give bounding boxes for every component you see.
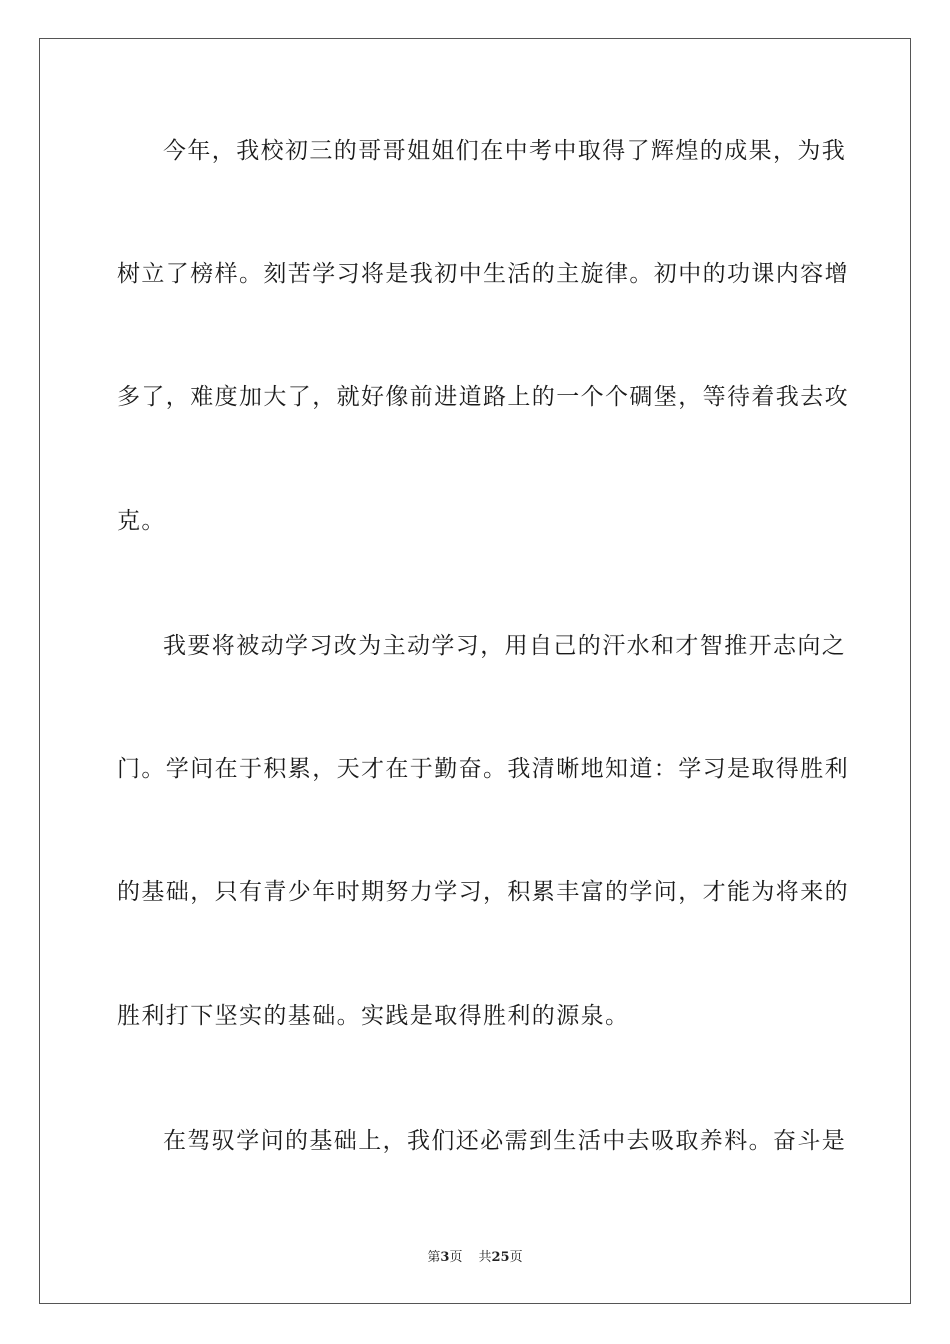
paragraph-1-line-4: 克。 (117, 508, 166, 534)
footer-total-prefix: 共 (478, 1250, 492, 1265)
paragraph-1-line-1: 今年，我校初三的哥哥姐姐们在中考中取得了辉煌的成果，为我 (163, 138, 847, 164)
paragraph-1-line-3: 多了，难度加大了，就好像前进道路上的一个个碉堡，等待着我去攻 (117, 384, 849, 410)
footer-page-prefix: 第 (427, 1250, 441, 1265)
paragraph-3-line-1: 在驾驭学问的基础上，我们还必需到生活中去吸取养料。奋斗是 (163, 1128, 847, 1154)
paragraph-2-line-3: 的基础，只有青少年时期努力学习，积累丰富的学问，才能为将来的 (117, 879, 849, 905)
footer-current-page: 3 (440, 1250, 450, 1265)
paragraph-2-line-2: 门。学问在于积累，天才在于勤奋。我清晰地知道：学习是取得胜利 (117, 756, 849, 782)
footer-total-pages: 25 (491, 1250, 510, 1265)
paragraph-2-line-4: 胜利打下坚实的基础。实践是取得胜利的源泉。 (117, 1003, 630, 1029)
footer-page-suffix: 页 (449, 1250, 463, 1265)
paragraph-1-line-2: 树立了榜样。刻苦学习将是我初中生活的主旋律。初中的功课内容增 (117, 261, 849, 287)
page-border (39, 38, 911, 1304)
page-footer (0, 1246, 950, 1265)
footer-total-suffix: 页 (509, 1250, 523, 1265)
paragraph-2-line-1: 我要将被动学习改为主动学习，用自己的汗水和才智推开志向之 (163, 633, 847, 659)
